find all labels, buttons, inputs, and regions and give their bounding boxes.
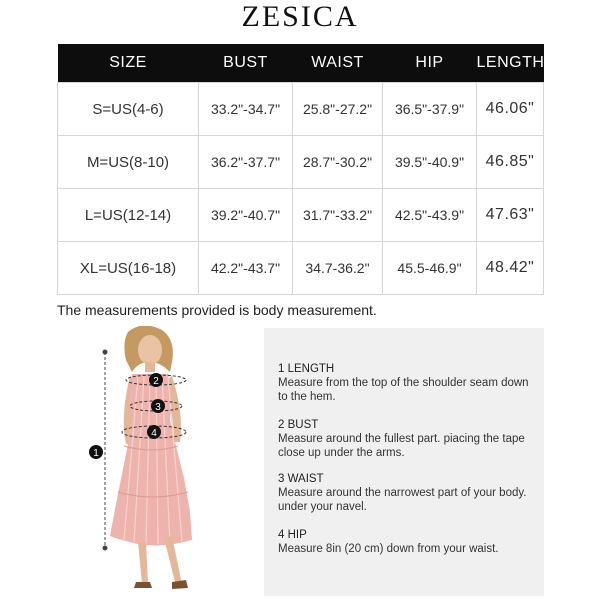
instruction-body: Measure 8in (20 cm) down from your waist. — [278, 543, 499, 555]
face-shape — [138, 335, 162, 365]
right-leg-shape — [164, 536, 182, 586]
hip-cell: 42.5"-43.9" — [383, 189, 477, 242]
bust-cell: 33.2"-34.7" — [199, 83, 293, 136]
instruction-body: Measure from the top of the shoulder seam down to the hem. — [278, 377, 529, 403]
length-cell: 46.06" — [477, 83, 544, 136]
left-leg-shape — [138, 542, 148, 584]
instruction-title: 2 BUST — [278, 419, 319, 431]
table-row — [58, 136, 544, 189]
neck-shape — [145, 362, 155, 372]
instruction-title: 1 LENGTH — [278, 363, 335, 375]
header-waist: WAIST — [293, 44, 383, 83]
marker-1 — [89, 445, 103, 459]
waist-cell: 25.8"-27.2" — [293, 83, 383, 136]
length-line-top-dot — [103, 350, 108, 355]
svg-text:1: 1 — [93, 448, 99, 459]
measurement-note: The measurements provided is body measurement. — [57, 302, 377, 318]
waist-cell: 34.7-36.2" — [293, 242, 383, 295]
size-cell: S=US(4-6) — [58, 83, 199, 136]
hip-cell: 45.5-46.9" — [383, 242, 477, 295]
size-cell: XL=US(16-18) — [58, 242, 199, 295]
header-bust: BUST — [199, 44, 293, 83]
instruction-title: 3 WAIST — [278, 473, 324, 485]
table-header-row — [58, 44, 544, 83]
waist-cell: 28.7"-30.2" — [293, 136, 383, 189]
hip-cell: 36.5"-37.9" — [383, 83, 477, 136]
instruction-title: 4 HIP — [278, 529, 307, 541]
size-cell: L=US(12-14) — [58, 189, 199, 242]
left-sandal-shape — [134, 582, 152, 588]
header-hip: HIP — [383, 44, 477, 83]
bust-cell: 39.2"-40.7" — [199, 189, 293, 242]
svg-text:4: 4 — [151, 428, 157, 439]
marker-4 — [147, 425, 161, 439]
marker-2 — [149, 373, 163, 387]
table-row — [58, 189, 544, 242]
right-sandal-shape — [172, 580, 188, 589]
brand-logo: ZESICA — [241, 0, 359, 33]
svg-text:2: 2 — [153, 376, 159, 387]
length-line-bottom-dot — [103, 546, 108, 551]
bust-cell: 42.2"-43.7" — [199, 242, 293, 295]
instruction-body: Measure around the fullest part. piacing the tape close up under the arms. — [278, 433, 525, 459]
size-cell: M=US(8-10) — [58, 136, 199, 189]
instruction-waist — [278, 472, 538, 514]
header-size: SIZE — [58, 44, 199, 83]
length-cell: 47.63" — [477, 189, 544, 242]
header-length: LENGTH — [477, 44, 544, 83]
instruction-hip — [278, 528, 538, 556]
table-row — [58, 83, 544, 136]
size-chart-table — [57, 44, 544, 295]
instruction-length — [278, 362, 538, 404]
model-figure — [80, 326, 230, 596]
waist-cell: 31.7"-33.2" — [293, 189, 383, 242]
table-row — [58, 242, 544, 295]
svg-text:3: 3 — [155, 402, 161, 413]
instruction-body: Measure around the narrowest part of your body. under your navel. — [278, 487, 527, 513]
hip-cell: 39.5"-40.9" — [383, 136, 477, 189]
length-cell: 46.85" — [477, 136, 544, 189]
bust-cell: 36.2"-37.7" — [199, 136, 293, 189]
dress-illustration — [80, 326, 230, 596]
length-cell: 48.42" — [477, 242, 544, 295]
instruction-bust — [278, 418, 538, 460]
measurement-instructions-panel — [264, 328, 544, 596]
marker-3 — [151, 399, 165, 413]
